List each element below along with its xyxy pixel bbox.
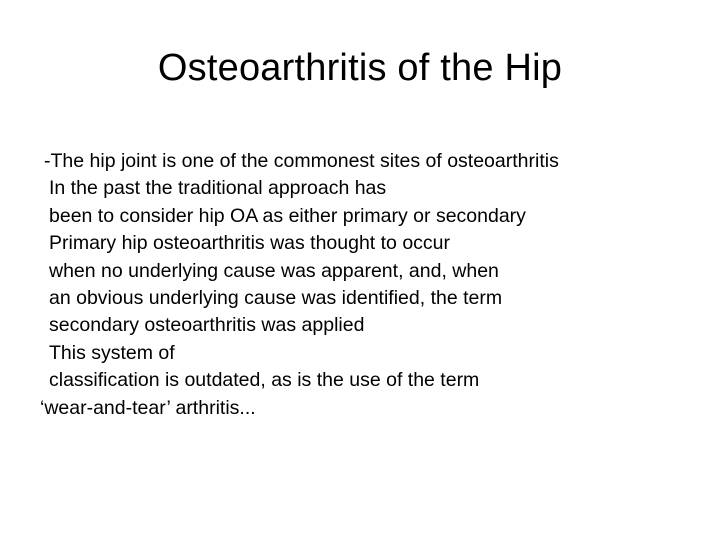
body-line: an obvious underlying cause was identified, the term [49,287,503,310]
body-line: -The hip joint is one of the commonest sites of osteoarthritis [44,150,559,172]
body-line: ‘wear-and-tear’ arthritis... [40,396,256,419]
body-line: This system of [49,341,175,364]
body-line: In the past the traditional approach has [49,177,387,200]
body-line: been to consider hip OA as either primary or secondary [49,204,526,227]
body-line: when no underlying cause was apparent, and, when [49,259,499,282]
body-line: Primary hip osteoarthritis was thought to occur [49,232,451,255]
slide-title: Osteoarthritis of the Hip [157,47,563,89]
slide-body [40,148,700,422]
body-line: secondary osteoarthritis was applied [49,314,365,337]
body-line: classification is outdated, as is the use of the term [49,369,480,392]
